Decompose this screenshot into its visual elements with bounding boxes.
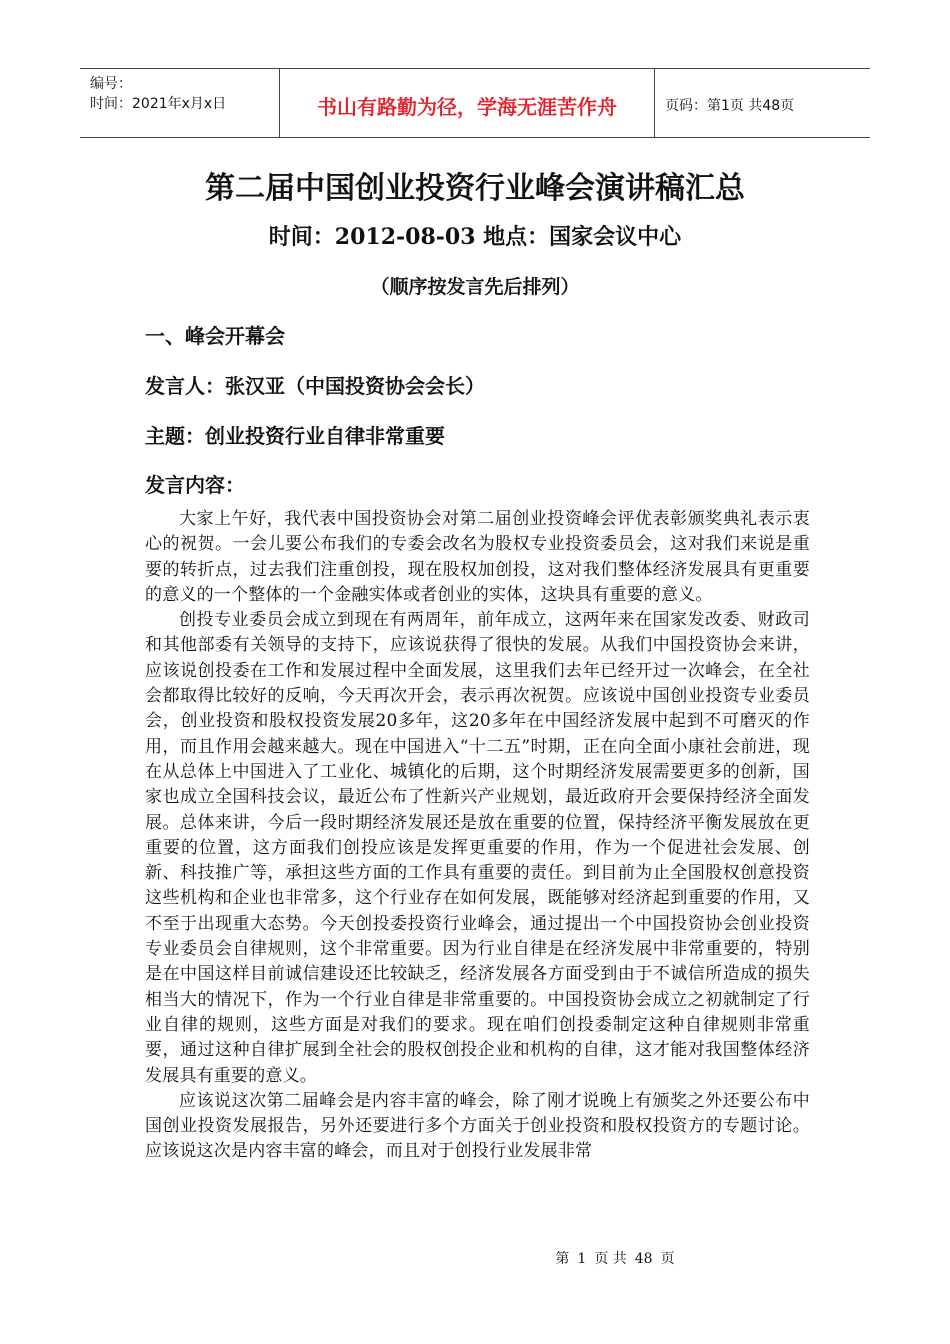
paragraph: 应该说这次第二届峰会是内容丰富的峰会，除了刚才说晚上有颁奖之外还要公布中国创业投资发展报告，另外还要进行多个方面关于创业投资和股权投资方的专题讨论。应该说这次是内容丰富的峰会，而且对于创投行业发展非常 — [145, 1090, 810, 1162]
footer-page-number: 1 — [577, 1251, 587, 1267]
page-header — [80, 68, 870, 138]
content-label: 发言内容： — [145, 473, 245, 497]
header-page-cell — [655, 69, 870, 137]
header-motto-cell — [280, 69, 655, 137]
footer-total-pages: 48 — [634, 1251, 653, 1267]
order-note: （顺序按发言先后排列） — [370, 276, 580, 298]
speech-body — [145, 507, 810, 1165]
document-title: 第二届中国创业投资行业峰会演讲稿汇总 — [205, 171, 745, 206]
time-label: 时间：2021年x月x日 — [90, 96, 227, 112]
document-subtitle: 时间：2012-08-03 地点：国家会议中心 — [268, 224, 682, 250]
paragraph: 大家上午好，我代表中国投资协会对第二届创业投资峰会评优表彰颁奖典礼表示衷心的祝贺。一会儿要公布我们的专委会改名为股权专业投资委员会，这对我们来说是重要的转折点，过去我们注重创投，现在股权加创投，这对我们整体经济发展具有更重要的意义的一个整体的一个金融实体或者创业的实体，这块具有重要的意义。 — [145, 509, 810, 605]
speaker-heading: 发言人：张汉亚（中国投资协会会长） — [145, 374, 485, 398]
page-footer — [0, 1248, 950, 1268]
page-info: 页码：第1页 共48页 — [665, 98, 795, 114]
footer-prefix: 第 — [555, 1251, 570, 1267]
topic-heading: 主题：创业投资行业自律非常重要 — [145, 424, 445, 448]
motto: 书山有路勤为径，学海无涯苦作舟 — [317, 95, 617, 119]
footer-mid: 页 共 — [594, 1251, 627, 1267]
number-label: 编号： — [90, 76, 132, 92]
section-heading: 一、峰会开幕会 — [145, 324, 285, 348]
paragraph: 创投专业委员会成立到现在有两周年，前年成立，这两年来在国家发改委、财政司和其他部委有关领导的支持下，应该说获得了很快的发展。从我们中国投资协会来讲，应该说创投委在工作和发展过程中全面发展，这里我们去年已经开过一次峰会，在全社会都取得比较好的反响，今天再次开会，表示再次祝贺。应该说中国创业投资专业委员会，创业投资和股权投资发展20多年，这20多年在中国经济发展中起到不可磨灭的作用，而且作用会越来越大。现在中国进入“十二五”时期，正在向全面小康社会前进，现在从总体上中国进入了工业化、城镇化的后期，这个时期经济发展需要更多的创新，国家也成立全国科技会议，最近公布了性新兴产业规划，最近政府开会要保持经济全面发展。总体来讲，今后一段时期经济发展还是放在重要的位置，保持经济平衡发展放在更重要的位置，这方面我们创投应该是发挥更重要的作用，作为一个促进社会发展、创新、科技推广等，承担这些方面的工作具有重要的责任。到目前为止全国股权创意投资这些机构和企业也非常多，这个行业存在如何发展，既能够对经济起到重要的作用，又不至于出现重大态势。今天创投委投资行业峰会，通过提出一个中国投资协会创业投资专业委员会自律规则，这个非常重要。因为行业自律是在经济发展中非常重要的，特别是在中国这样目前诚信建设还比较缺乏，经济发展各方面受到由于不诚信所造成的损失相当大的情况下，作为一个行业自律是非常重要的。中国投资协会成立之初就制定了行业自律的规则，这些方面是对我们的要求。现在咱们创投委制定这种自律规则非常重要，通过这种自律扩展到全社会的股权创投企业和机构的自律，这才能对我国整体经济发展具有重要的意义。 — [145, 610, 810, 1086]
header-meta-cell — [80, 69, 280, 137]
footer-suffix: 页 — [660, 1251, 675, 1267]
